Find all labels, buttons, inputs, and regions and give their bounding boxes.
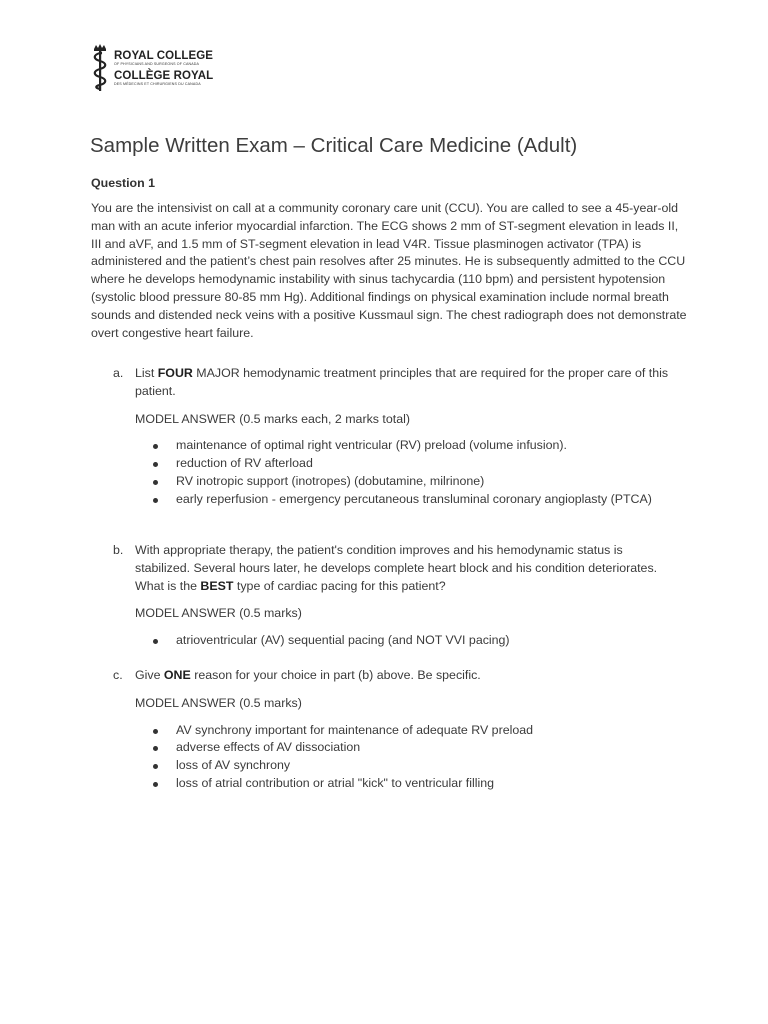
question-part-b — [113, 542, 673, 650]
part-letter: b. — [113, 543, 124, 557]
question-stem: You are the intensivist on call at a community coronary care unit (CCU). You are called to see a 45-year-old man with an acute inferior myocardial infarction. The ECG shows 2 mm of ST-segment elevation in leads II, III and aVF, and 1.5 mm of ST-segment elevation in lead V4R. Tissue plasminogen activator (TPA) is administered and the patient’s chest pain resolves after 25 minutes. He is subsequently admitted to the CCU where he develops hemodynamic instability with sinus tachycardia (110 bpm) and persistent hypotension (systolic blood pressure 80-85 mm Hg). Additional findings on physical examination include normal breath sounds and distended neck veins with a positive Kussmaul sign. The chest radiograph does not demonstrate overt congestive heart failure. — [91, 201, 687, 340]
logo-subtitle-fr: DES MÉDECINS ET CHIRURGIENS DU CANADA — [114, 82, 201, 86]
part-question: Give ONE reason for your choice in part (b) above. Be specific. — [135, 668, 481, 682]
model-answer-label: MODEL ANSWER (0.5 marks each, 2 marks total) — [135, 411, 410, 426]
logo-subtitle-en: OF PHYSICIANS AND SURGEONS OF CANADA — [114, 62, 200, 66]
list-item: atrioventricular (AV) sequential pacing (and NOT VVI pacing) — [135, 632, 673, 650]
question-part-a — [113, 365, 673, 509]
list-item: early reperfusion - emergency percutaneous transluminal coronary angioplasty (PTCA) — [135, 491, 673, 509]
document-title: Sample Written Exam – Critical Care Medicine (Adult) — [90, 134, 578, 157]
list-item: maintenance of optimal right ventricular (RV) preload (volume infusion). — [135, 437, 673, 455]
part-letter: c. — [113, 668, 123, 682]
question-heading: Question 1 — [91, 176, 156, 190]
list-item: loss of atrial contribution or atrial "kick" to ventricular filling — [135, 775, 673, 793]
part-letter: a. — [113, 366, 124, 380]
part-question: With appropriate therapy, the patient's condition improves and his hemodynamic status is stabilized. Several hours later, he develops complete heart block and his condition deteriorates. What is the BEST type of cardiac pacing for this patient? — [135, 543, 658, 593]
answer-list — [135, 632, 673, 650]
model-answer-label: MODEL ANSWER (0.5 marks) — [135, 606, 302, 621]
caduceus-icon — [91, 44, 109, 92]
royal-college-logo — [91, 44, 221, 92]
answer-list — [135, 437, 673, 508]
logo-name-fr: COLLÈGE ROYAL — [114, 70, 214, 82]
list-item: adverse effects of AV dissociation — [135, 739, 673, 757]
question-part-c — [113, 667, 673, 793]
list-item: AV synchrony important for maintenance of adequate RV preload — [135, 722, 673, 740]
model-answer-label: MODEL ANSWER (0.5 marks) — [135, 695, 302, 710]
list-item: loss of AV synchrony — [135, 757, 673, 775]
logo-name-en: ROYAL COLLEGE — [114, 50, 214, 62]
list-item: reduction of RV afterload — [135, 455, 673, 473]
list-item: RV inotropic support (inotropes) (dobutamine, milrinone) — [135, 473, 673, 491]
answer-list — [135, 722, 673, 793]
part-question: List FOUR MAJOR hemodynamic treatment principles that are required for the proper care of this patient. — [135, 366, 669, 398]
